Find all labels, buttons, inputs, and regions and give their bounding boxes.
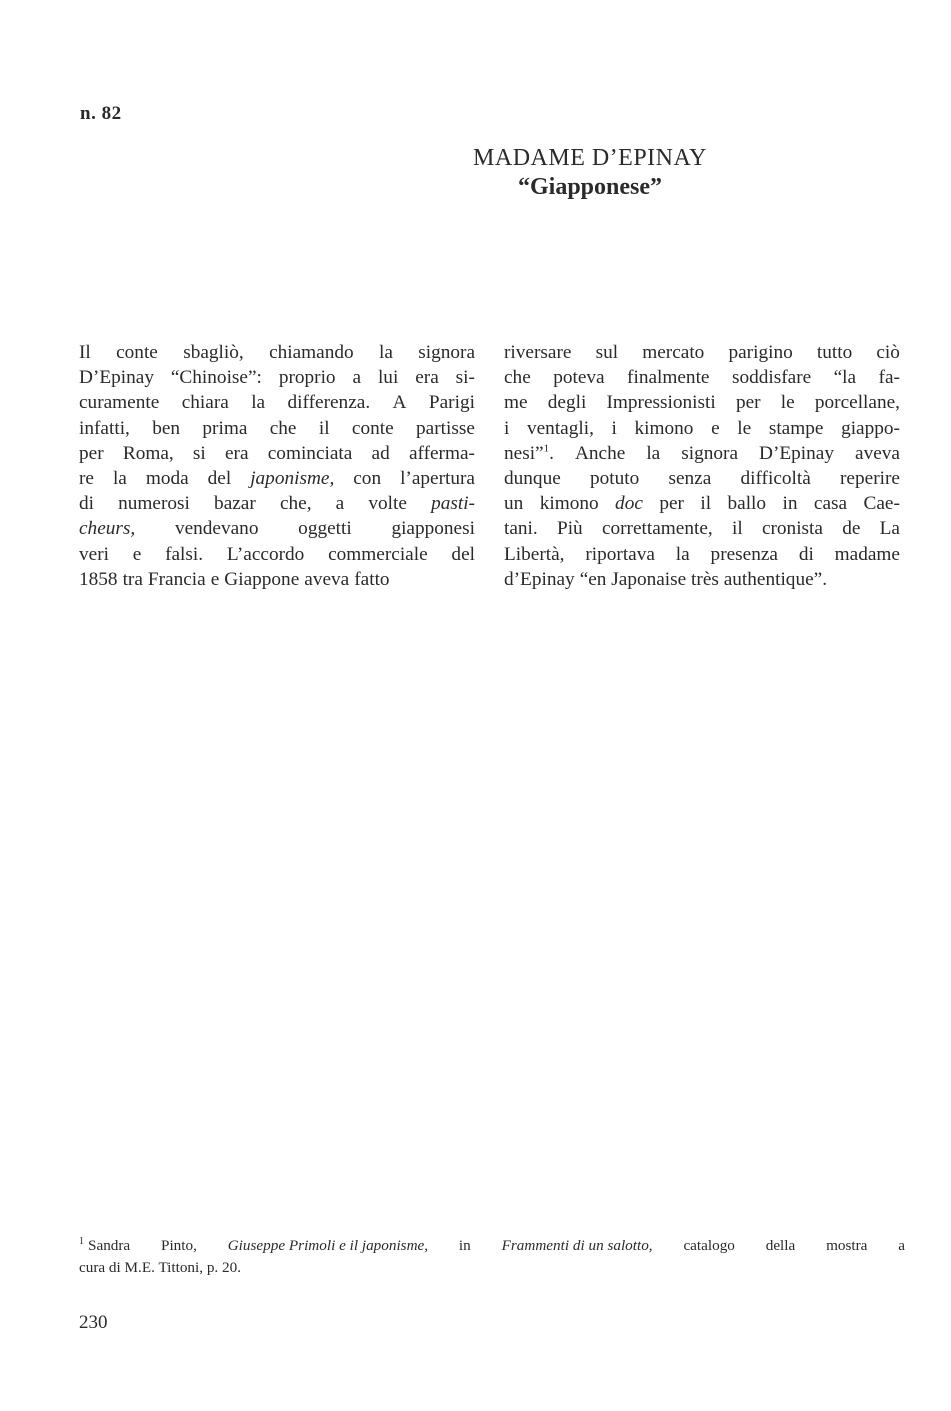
text-line: [79, 542, 475, 567]
word: del: [451, 543, 475, 565]
text-line: [79, 466, 475, 491]
word: e: [132, 543, 142, 565]
word: cominciata: [267, 442, 353, 464]
word: differenza.: [287, 392, 371, 414]
word: la: [112, 467, 127, 489]
word: i: [504, 417, 510, 439]
word: Impressionisti: [606, 392, 716, 414]
word: casa: [813, 493, 848, 515]
word: partisse: [416, 417, 475, 439]
word: chiara: [181, 392, 229, 414]
word: kimono: [539, 493, 599, 515]
word: in: [782, 493, 798, 515]
word: japonisme,: [250, 467, 335, 489]
word: doc: [615, 493, 643, 515]
text-line: [79, 365, 475, 390]
word: parigino: [728, 342, 793, 363]
footnote-word: della: [765, 1237, 796, 1254]
footnote-word: mostra: [826, 1237, 868, 1254]
text-line: [79, 416, 475, 441]
word: riversare: [504, 342, 572, 363]
word: e: [711, 417, 720, 439]
word: un: [504, 493, 524, 515]
footnote-word: catalogo: [683, 1237, 735, 1254]
text-line: [504, 340, 900, 365]
footnote-marker: 1: [79, 1235, 84, 1247]
word: soddisfare: [731, 367, 812, 389]
word: era: [415, 367, 439, 389]
word: dunque: [504, 467, 561, 489]
word: signora: [418, 342, 475, 363]
word: bazar: [214, 493, 256, 515]
page-subtitle: “Giapponese”: [517, 174, 663, 200]
word: le: [737, 417, 752, 439]
word: le: [780, 392, 795, 414]
word: de: [842, 518, 861, 540]
word: commerciale: [328, 543, 428, 565]
word: Giappone: [224, 568, 300, 590]
text-line: [504, 567, 900, 592]
word: difficoltà: [740, 467, 811, 489]
word: ad: [371, 442, 390, 464]
word: moda: [145, 467, 189, 489]
word: a: [352, 367, 362, 389]
word: La: [879, 518, 900, 540]
text-line: [79, 491, 475, 516]
footnote-word: in: [458, 1237, 471, 1254]
word: con: [353, 467, 382, 489]
word: la: [646, 442, 661, 464]
word: Parigi: [428, 392, 475, 414]
word: nesi”$^1$.: [504, 442, 554, 464]
word: D’Epinay: [79, 367, 154, 389]
word: giapponesi: [391, 518, 475, 540]
word: il: [700, 493, 712, 515]
text-line: [504, 365, 900, 390]
word: conte: [116, 342, 158, 363]
text-line: [504, 466, 900, 491]
word: per: [79, 442, 104, 464]
word: degli: [547, 392, 587, 414]
word: D’Epinay: [759, 442, 834, 464]
word: L’accordo: [226, 543, 305, 565]
word: il: [731, 518, 743, 540]
word: l’apertura: [400, 467, 475, 489]
word: tani.: [504, 518, 538, 540]
word: Il: [79, 342, 91, 363]
word: mercato: [642, 342, 705, 363]
word: A: [392, 392, 407, 414]
text-line: [504, 542, 900, 567]
word: reperire: [840, 467, 900, 489]
word: 1858: [79, 568, 118, 590]
text-line: [504, 491, 900, 516]
word: proprio: [278, 367, 336, 389]
word: aveva: [304, 568, 350, 590]
word: i: [611, 417, 617, 439]
text-line: [79, 516, 475, 541]
word: la: [378, 342, 393, 363]
body-column-left: [79, 340, 475, 592]
word: senza: [668, 467, 712, 489]
word: di: [798, 543, 814, 565]
word: afferma-: [408, 442, 475, 464]
word: Più: [556, 518, 583, 540]
word: ciò: [876, 342, 900, 363]
word: di: [79, 493, 94, 515]
page-number: 230: [79, 1312, 108, 1333]
word: che: [504, 367, 531, 389]
word: la: [675, 543, 690, 565]
body-column-right: [504, 340, 900, 592]
entry-number: n. 82: [80, 103, 122, 124]
word: aveva: [855, 442, 900, 464]
word: a: [335, 493, 345, 515]
word: finalmente: [627, 367, 710, 389]
word: numerosi: [118, 493, 190, 515]
word: prima: [202, 417, 248, 439]
word: lui: [377, 367, 399, 389]
footnote-line: [79, 1235, 905, 1257]
text-line: [504, 441, 900, 466]
word: falsi.: [165, 543, 204, 565]
word: signora: [681, 442, 739, 464]
word: oggetti: [298, 518, 352, 540]
word: ben: [152, 417, 181, 439]
word: re: [79, 467, 94, 489]
footnote-word: Frammenti di un salotto,: [501, 1237, 653, 1254]
text-line: [79, 441, 475, 466]
text-line: [79, 340, 475, 365]
word: correttamente,: [601, 518, 713, 540]
word: per: [735, 392, 761, 414]
word: ballo: [727, 493, 767, 515]
title-block: [300, 144, 880, 202]
word: kimono: [634, 417, 694, 439]
word: conte: [351, 417, 394, 439]
word: era: [225, 442, 249, 464]
word: giappo-: [841, 417, 900, 439]
footnote-word: Giuseppe Primoli e il japonisme,: [227, 1237, 429, 1254]
word: stampe: [768, 417, 824, 439]
word: d’Epinay: [504, 568, 575, 590]
word: Cae-: [863, 493, 900, 515]
word: potuto: [589, 467, 640, 489]
word: Roma,: [122, 442, 174, 464]
footnote-word: $^1$ Sandra: [79, 1235, 131, 1254]
word: cronista: [761, 518, 823, 540]
word: “en Japonaise très authentique”.: [579, 568, 828, 590]
word: Libertà,: [504, 543, 565, 565]
word: curamente: [79, 392, 160, 414]
word: madame: [834, 543, 900, 565]
word: poteva: [553, 367, 605, 389]
word: veri: [79, 543, 109, 565]
word: che,: [279, 493, 312, 515]
word: tra: [122, 568, 143, 590]
word: che: [269, 417, 297, 439]
word: “la: [833, 367, 857, 389]
footnote-word: Pinto,: [161, 1237, 197, 1254]
word: per: [659, 493, 684, 515]
page-title: MADAME D’EPINAY: [473, 145, 707, 171]
word: me: [504, 392, 528, 414]
word: si: [192, 442, 206, 464]
word: il: [318, 417, 330, 439]
word: fa-: [878, 367, 900, 389]
text-line: [504, 390, 900, 415]
word: si-: [455, 367, 475, 389]
word: pasti-: [431, 493, 475, 515]
word: cheurs,: [79, 518, 136, 540]
word: Francia: [147, 568, 206, 590]
word: fatto: [354, 568, 390, 590]
word: chiamando: [269, 342, 354, 363]
word: infatti,: [79, 417, 130, 439]
word: del: [207, 467, 232, 489]
footnote-line: cura di M.E. Tittoni, p. 20.: [79, 1259, 242, 1276]
word: volte: [368, 493, 407, 515]
footnote-word: a: [898, 1237, 905, 1254]
word: vendevano: [174, 518, 259, 540]
text-line: [79, 390, 475, 415]
footnote: [79, 1235, 905, 1279]
word: Anche: [574, 442, 626, 464]
text-line: [504, 516, 900, 541]
word: sbagliò,: [183, 342, 244, 363]
word: porcellane,: [814, 392, 900, 414]
word: “Chinoise”:: [170, 367, 262, 389]
text-line: [79, 567, 475, 592]
text-line: [504, 416, 900, 441]
word: tutto: [816, 342, 853, 363]
word: presenza: [710, 543, 778, 565]
word: ventagli,: [526, 417, 594, 439]
word: sul: [595, 342, 619, 363]
word: e: [210, 568, 220, 590]
word: riportava: [585, 543, 655, 565]
word: la: [251, 392, 266, 414]
